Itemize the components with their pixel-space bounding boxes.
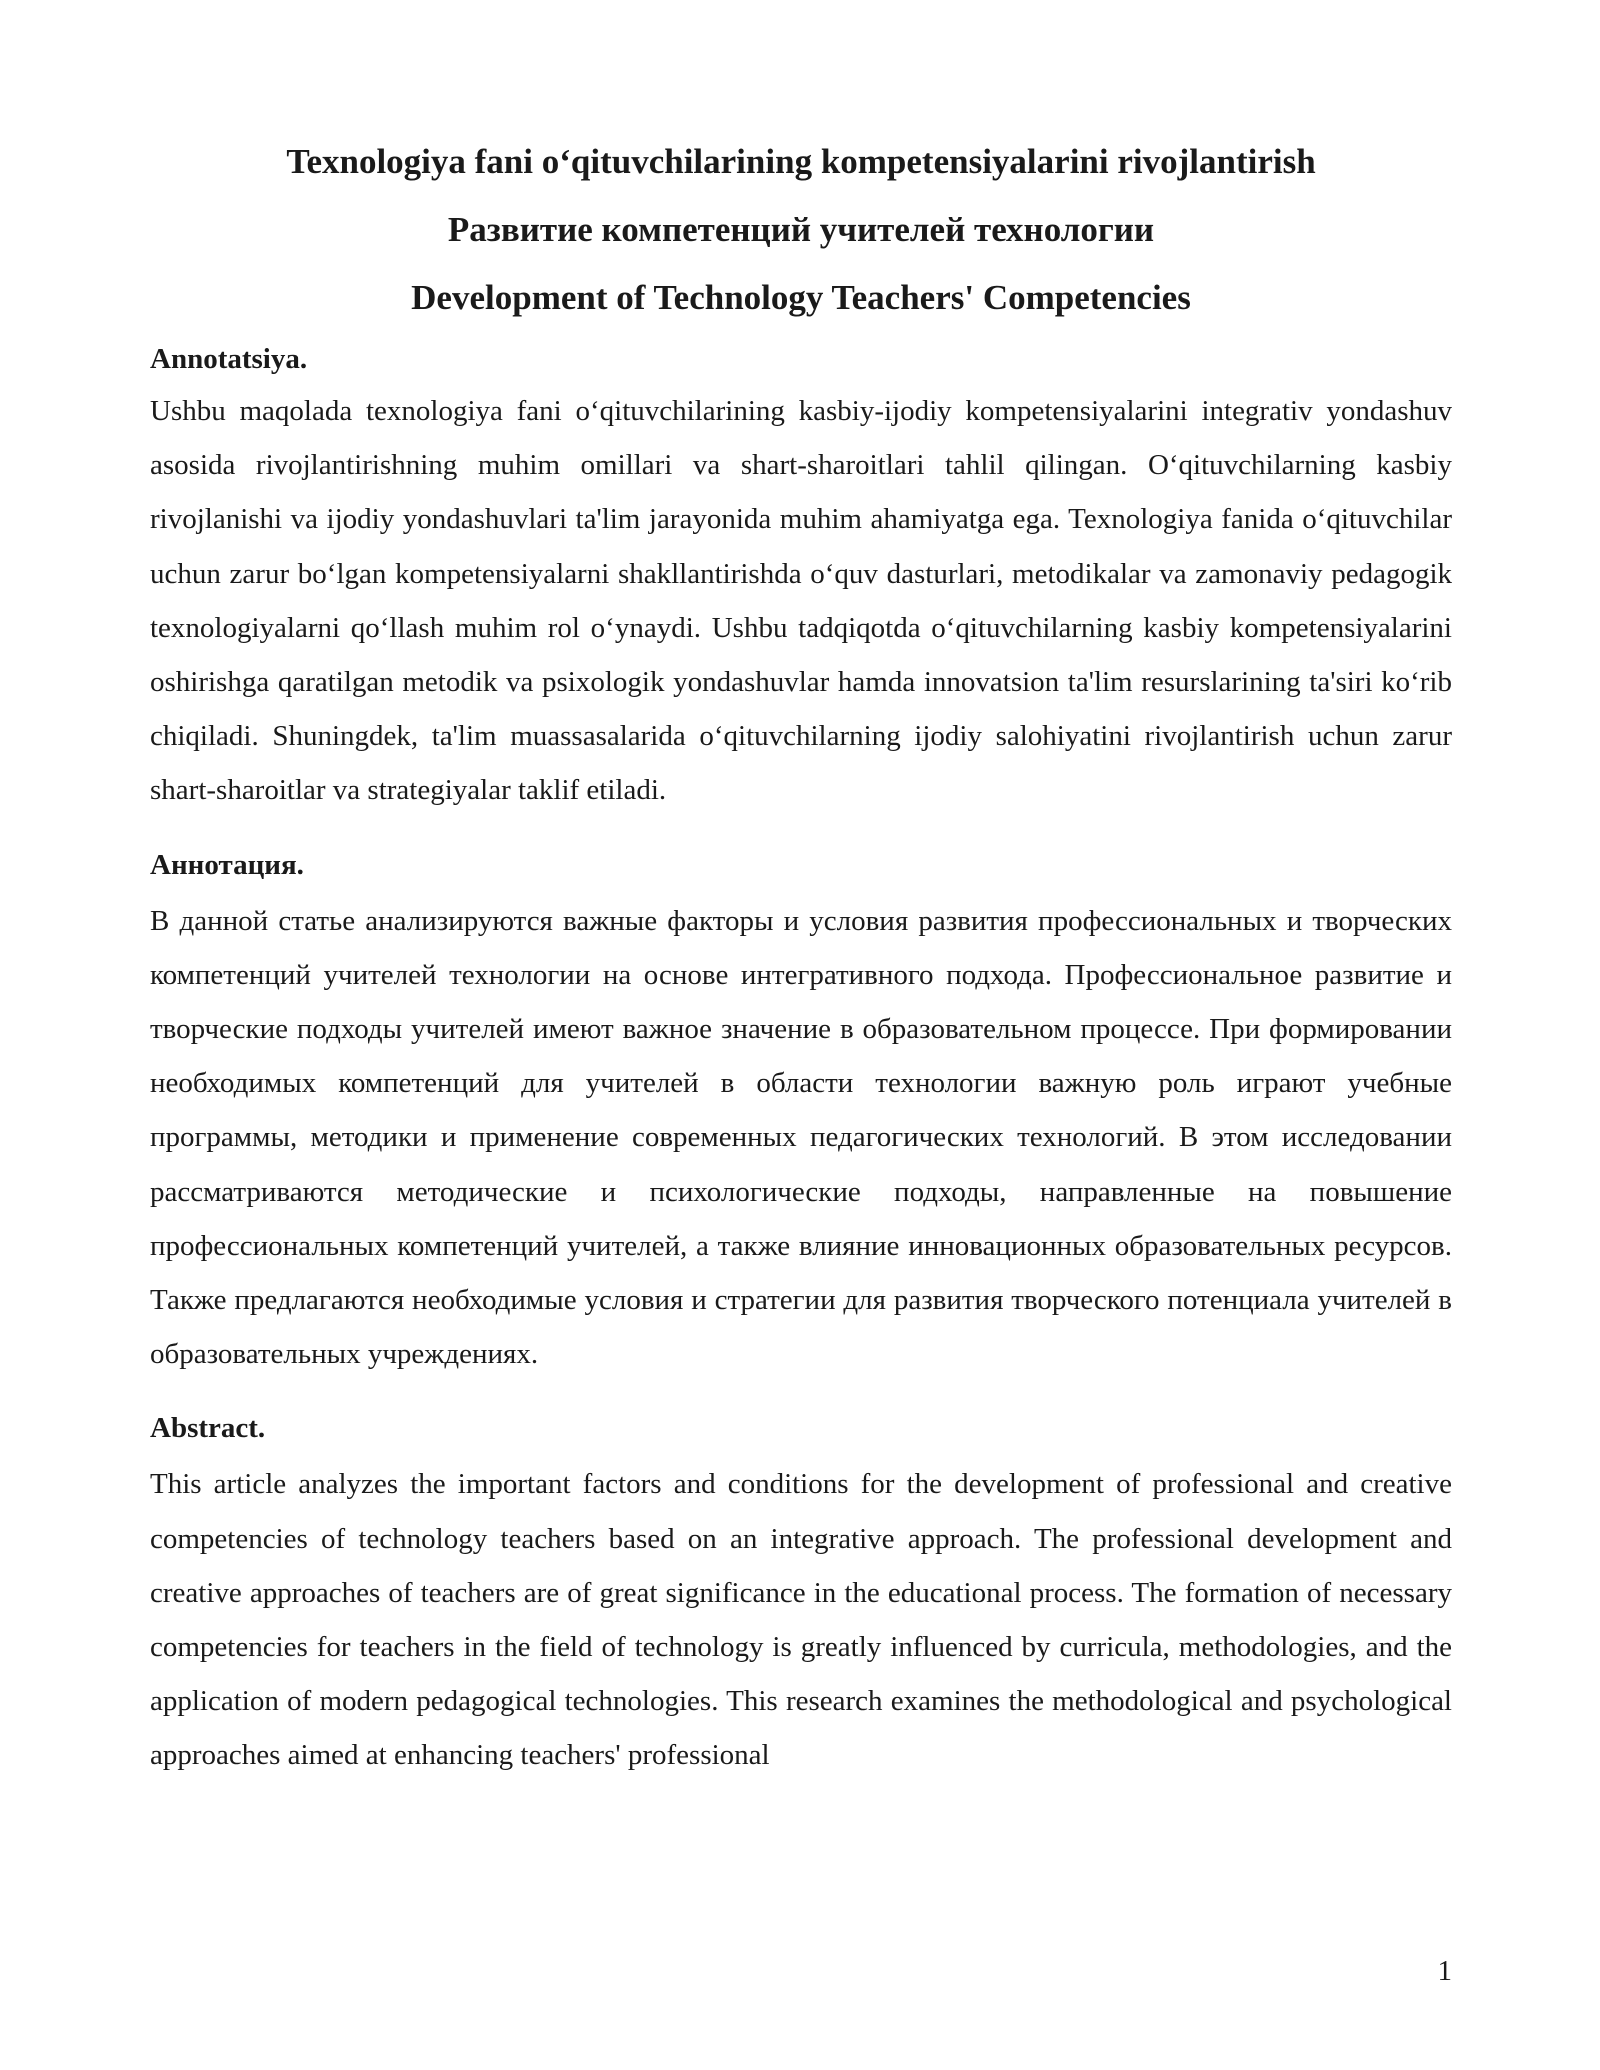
title-uzbek: Texnologiya fani o‘qituvchilarining kompetensiyalarini rivojlantirish (286, 142, 1316, 181)
abstract-heading-english: Abstract. (150, 1412, 266, 1445)
title-english: Development of Technology Teachers' Competencies (411, 278, 1191, 317)
annotation-text-uzbek: Ushbu maqolada texnologiya fani o‘qituvchilarining kasbiy-ijodiy kompetensiyalarini integrativ yondashuv asosida rivojlantirishning muhim omillari va shart-sharoitlari tahlil qilingan. O‘qituvchilarning kasbiy rivojlanishi va ijodiy yondashuvlari ta'lim jarayonida muhim ahamiyatga ega. Texnologiya fanida o‘qituvchilar uchun zarur bo‘lgan kompetensiyalarni shakllantirishda o‘quv dasturlari, metodikalar va zamonaviy pedagogik texnologiyalarni qo‘llash muhim rol o‘ynaydi. Ushbu tadqiqotda o‘qituvchilarning kasbiy kompetensiyalarini oshirishga qaratilgan metodik va psixologik yondashuvlar hamda innovatsion ta'lim resurslarining ta'siri ko‘rib chiqiladi. Shuningdek, ta'lim muassasalarida o‘qituvchilarning ijodiy salohiyatini rivojlantirish uchun zarur shart-sharoitlar va strategiyalar taklif etiladi. (150, 395, 1452, 807)
annotation-heading-uzbek: Annotatsiya. (150, 343, 308, 375)
annotation-text-russian: В данной статье анализируются важные факторы и условия развития профессиональных и творческих компетенций учителей технологии на основе интегративного подхода. Профессиональное развитие и творческие подходы учителей имеют важное значение в образовательном процессе. При формировании необходимых компетенций для учителей в области технологии важную роль играют учебные программы, методики и применение современных педагогических технологий. В этом исследовании рассматриваются методические и психологические подходы, направленные на повышение профессиональных компетенций учителей, а также влияние инновационных образовательных ресурсов. Также предлагаются необходимые условия и стратегии для развития творческого потенциала учителей в образовательных учреждениях. (150, 904, 1452, 1371)
abstract-text-english: This article analyzes the important factors and conditions for the development of professional and creative competencies of technology teachers based on an integrative approach. The professional development and creative approaches of teachers are of great significance in the educational process. The formation of necessary competencies for teachers in the field of technology is greatly influenced by curricula, methodologies, and the application of modern pedagogical technologies. This research examines the methodological and psychological approaches aimed at enhancing teachers' professional (150, 1468, 1452, 1772)
annotation-heading-russian: Аннотация. (150, 848, 304, 881)
page-number: 1 (1437, 1955, 1452, 1987)
title-russian: Развитие компетенций учителей технологии (447, 210, 1155, 249)
document-page (150, 142, 1452, 1783)
